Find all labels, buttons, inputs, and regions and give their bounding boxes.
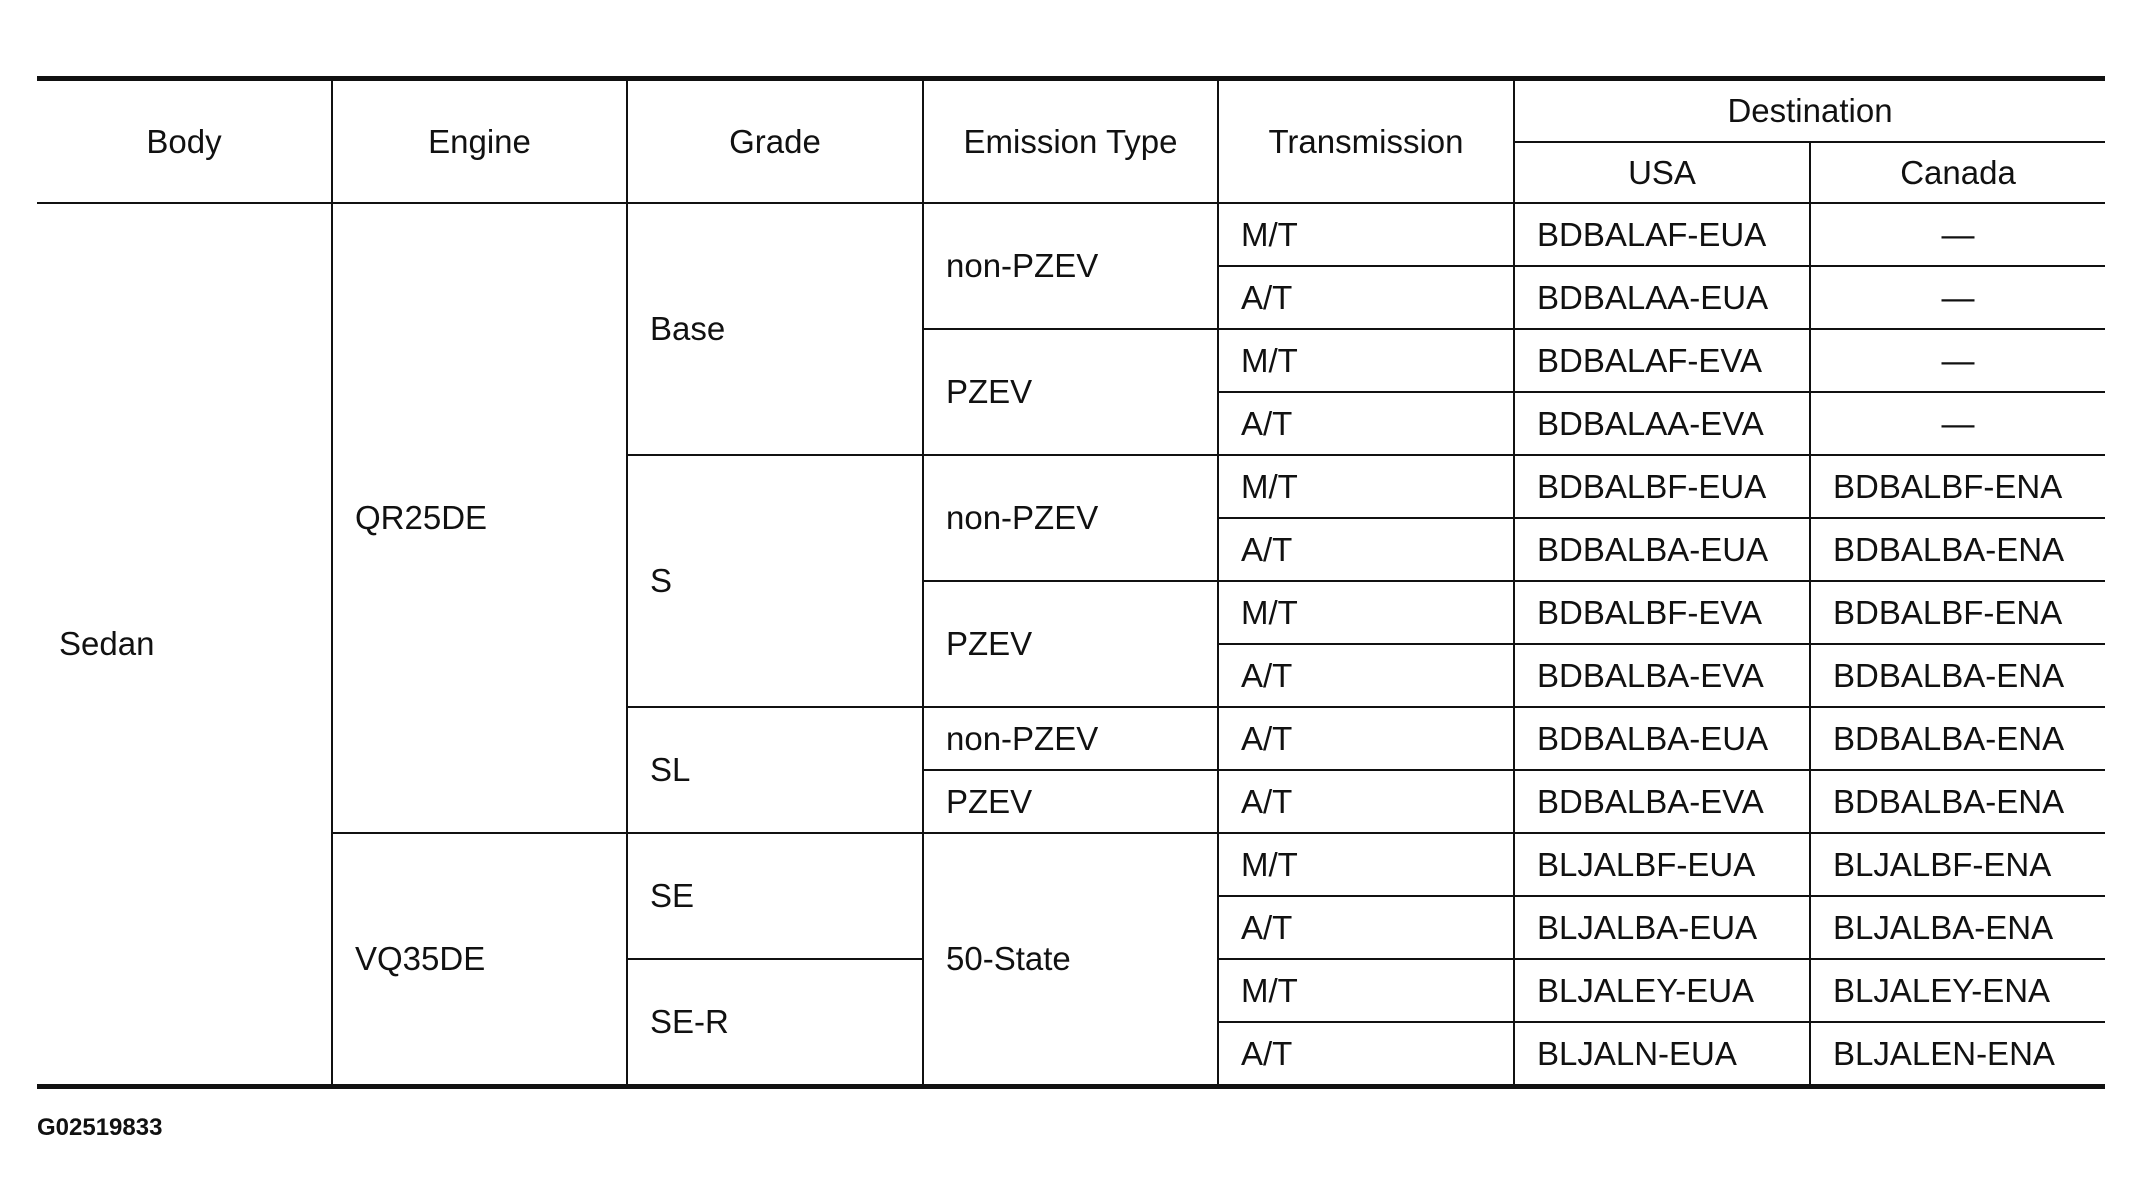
header-canada: Canada: [1810, 142, 2105, 203]
usa-code-cell: BDBALBF-EVA: [1514, 581, 1810, 644]
canada-code-cell: BDBALBA-ENA: [1810, 707, 2105, 770]
transmission-cell: M/T: [1218, 203, 1514, 266]
table-row: [37, 833, 2105, 896]
table-row: [37, 203, 2105, 266]
header-engine: Engine: [332, 81, 627, 203]
header-destination: Destination: [1514, 81, 2105, 142]
grade-cell-sl: SL: [627, 707, 923, 833]
header-body: Body: [37, 81, 332, 203]
transmission-cell: A/T: [1218, 770, 1514, 833]
emission-cell: 50-State: [923, 833, 1218, 1084]
transmission-cell: A/T: [1218, 1022, 1514, 1084]
transmission-cell: M/T: [1218, 455, 1514, 518]
emission-cell: PZEV: [923, 329, 1218, 455]
emission-cell: non-PZEV: [923, 455, 1218, 581]
canada-code-cell: —: [1810, 203, 2105, 266]
canada-code-cell: BDBALBA-ENA: [1810, 518, 2105, 581]
header-transmission: Transmission: [1218, 81, 1514, 203]
usa-code-cell: BDBALAF-EUA: [1514, 203, 1810, 266]
emission-cell: PZEV: [923, 581, 1218, 707]
usa-code-cell: BLJALBF-EUA: [1514, 833, 1810, 896]
emission-cell: PZEV: [923, 770, 1218, 833]
usa-code-cell: BLJALN-EUA: [1514, 1022, 1810, 1084]
usa-code-cell: BDBALAF-EVA: [1514, 329, 1810, 392]
transmission-cell: M/T: [1218, 581, 1514, 644]
canada-code-cell: BLJALBF-ENA: [1810, 833, 2105, 896]
canada-code-cell: —: [1810, 392, 2105, 455]
model-code-table-wrap: [37, 76, 2105, 1089]
model-code-table: [37, 81, 2105, 1084]
canada-code-cell: BDBALBF-ENA: [1810, 455, 2105, 518]
header-grade: Grade: [627, 81, 923, 203]
canada-code-cell: —: [1810, 329, 2105, 392]
header-row-1: [37, 81, 2105, 142]
transmission-cell: M/T: [1218, 833, 1514, 896]
transmission-cell: M/T: [1218, 329, 1514, 392]
usa-code-cell: BDBALBA-EUA: [1514, 518, 1810, 581]
canada-code-cell: BLJALEN-ENA: [1810, 1022, 2105, 1084]
usa-code-cell: BDBALBA-EVA: [1514, 770, 1810, 833]
grade-cell-se: SE: [627, 833, 923, 959]
body-cell: Sedan: [37, 203, 332, 1084]
transmission-cell: M/T: [1218, 959, 1514, 1022]
usa-code-cell: BDBALBF-EUA: [1514, 455, 1810, 518]
header-emission-type: Emission Type: [923, 81, 1218, 203]
figure-id: G02519833: [37, 1114, 163, 1141]
transmission-cell: A/T: [1218, 266, 1514, 329]
usa-code-cell: BLJALEY-EUA: [1514, 959, 1810, 1022]
canada-code-cell: BLJALEY-ENA: [1810, 959, 2105, 1022]
transmission-cell: A/T: [1218, 392, 1514, 455]
transmission-cell: A/T: [1218, 707, 1514, 770]
canada-code-cell: BDBALBF-ENA: [1810, 581, 2105, 644]
usa-code-cell: BDBALAA-EVA: [1514, 392, 1810, 455]
canada-code-cell: BLJALBA-ENA: [1810, 896, 2105, 959]
usa-code-cell: BDBALBA-EUA: [1514, 707, 1810, 770]
emission-cell: non-PZEV: [923, 707, 1218, 770]
canada-code-cell: BDBALBA-ENA: [1810, 644, 2105, 707]
usa-code-cell: BDBALAA-EUA: [1514, 266, 1810, 329]
emission-cell: non-PZEV: [923, 203, 1218, 329]
grade-cell-s: S: [627, 455, 923, 707]
engine-cell-qr25de: QR25DE: [332, 203, 627, 833]
transmission-cell: A/T: [1218, 518, 1514, 581]
header-usa: USA: [1514, 142, 1810, 203]
engine-cell-vq35de: VQ35DE: [332, 833, 627, 1084]
transmission-cell: A/T: [1218, 896, 1514, 959]
usa-code-cell: BDBALBA-EVA: [1514, 644, 1810, 707]
grade-cell-se-r: SE-R: [627, 959, 923, 1084]
usa-code-cell: BLJALBA-EUA: [1514, 896, 1810, 959]
canada-code-cell: BDBALBA-ENA: [1810, 770, 2105, 833]
transmission-cell: A/T: [1218, 644, 1514, 707]
grade-cell-base: Base: [627, 203, 923, 455]
canada-code-cell: —: [1810, 266, 2105, 329]
